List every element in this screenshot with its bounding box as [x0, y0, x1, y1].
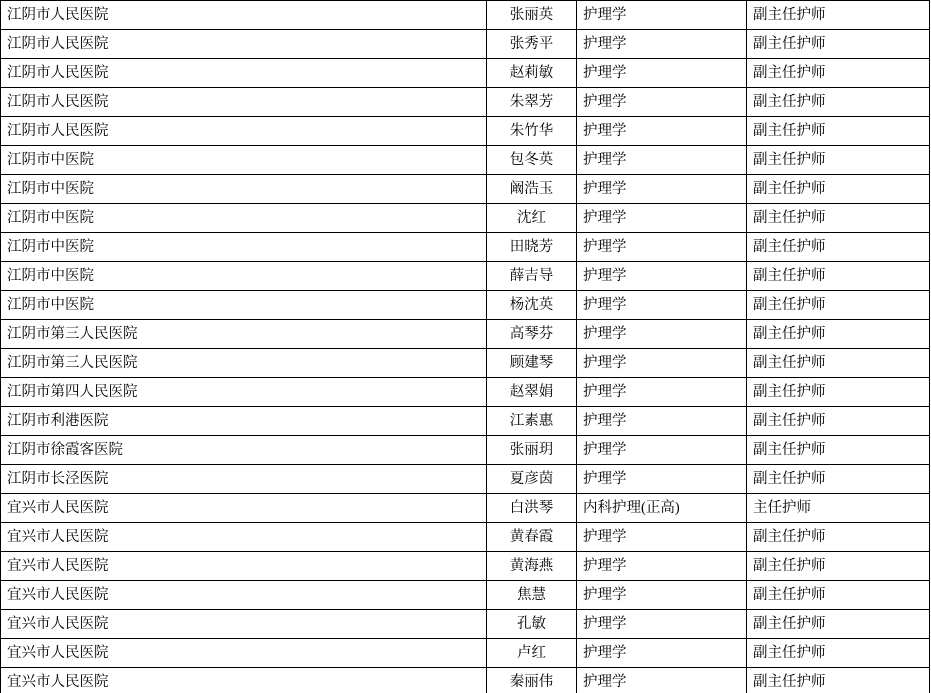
cell-major: 护理学 [577, 175, 747, 204]
cell-hospital: 宜兴市人民医院 [1, 552, 487, 581]
cell-title: 副主任护师 [747, 668, 930, 693]
cell-title: 副主任护师 [747, 88, 930, 117]
cell-name: 沈红 [487, 204, 577, 233]
cell-hospital: 江阴市中医院 [1, 291, 487, 320]
cell-major: 护理学 [577, 233, 747, 262]
cell-major: 护理学 [577, 291, 747, 320]
cell-major: 护理学 [577, 523, 747, 552]
cell-major: 护理学 [577, 262, 747, 291]
cell-major: 护理学 [577, 407, 747, 436]
cell-title: 副主任护师 [747, 1, 930, 30]
cell-title: 副主任护师 [747, 639, 930, 668]
table-row [1, 88, 930, 117]
cell-title: 副主任护师 [747, 146, 930, 175]
table-row [1, 407, 930, 436]
table-row [1, 581, 930, 610]
cell-title: 副主任护师 [747, 378, 930, 407]
cell-hospital: 宜兴市人民医院 [1, 523, 487, 552]
cell-hospital: 江阴市人民医院 [1, 117, 487, 146]
cell-major: 护理学 [577, 204, 747, 233]
cell-title: 副主任护师 [747, 523, 930, 552]
cell-title: 副主任护师 [747, 320, 930, 349]
cell-major: 护理学 [577, 30, 747, 59]
cell-name: 卢红 [487, 639, 577, 668]
table-row [1, 262, 930, 291]
table-row [1, 668, 930, 693]
table-row [1, 349, 930, 378]
cell-hospital: 宜兴市人民医院 [1, 668, 487, 693]
cell-major: 护理学 [577, 552, 747, 581]
cell-major: 内科护理(正高) [577, 494, 747, 523]
cell-name: 夏彦茵 [487, 465, 577, 494]
cell-major: 护理学 [577, 349, 747, 378]
table-row [1, 523, 930, 552]
cell-hospital: 江阴市人民医院 [1, 1, 487, 30]
roster-table-body [1, 1, 930, 693]
cell-major: 护理学 [577, 581, 747, 610]
cell-title: 副主任护师 [747, 436, 930, 465]
cell-name: 白洪琴 [487, 494, 577, 523]
cell-major: 护理学 [577, 465, 747, 494]
cell-hospital: 江阴市第四人民医院 [1, 378, 487, 407]
cell-name: 焦慧 [487, 581, 577, 610]
cell-title: 副主任护师 [747, 407, 930, 436]
table-row [1, 494, 930, 523]
cell-name: 张丽玥 [487, 436, 577, 465]
cell-hospital: 江阴市第三人民医院 [1, 349, 487, 378]
cell-hospital: 宜兴市人民医院 [1, 494, 487, 523]
cell-title: 副主任护师 [747, 465, 930, 494]
cell-major: 护理学 [577, 639, 747, 668]
cell-name: 薛吉导 [487, 262, 577, 291]
cell-title: 副主任护师 [747, 610, 930, 639]
table-row [1, 1, 930, 30]
cell-hospital: 江阴市利港医院 [1, 407, 487, 436]
cell-hospital: 江阴市徐霞客医院 [1, 436, 487, 465]
cell-hospital: 江阴市人民医院 [1, 30, 487, 59]
table-row [1, 30, 930, 59]
cell-name: 张丽英 [487, 1, 577, 30]
cell-major: 护理学 [577, 88, 747, 117]
cell-major: 护理学 [577, 320, 747, 349]
table-row [1, 291, 930, 320]
cell-hospital: 江阴市中医院 [1, 175, 487, 204]
cell-name: 黄春霞 [487, 523, 577, 552]
cell-major: 护理学 [577, 610, 747, 639]
cell-name: 朱竹华 [487, 117, 577, 146]
cell-name: 顾建琴 [487, 349, 577, 378]
cell-hospital: 江阴市中医院 [1, 262, 487, 291]
table-row [1, 320, 930, 349]
cell-hospital: 宜兴市人民医院 [1, 610, 487, 639]
cell-title: 副主任护师 [747, 204, 930, 233]
table-row [1, 146, 930, 175]
cell-title: 副主任护师 [747, 552, 930, 581]
cell-hospital: 江阴市人民医院 [1, 59, 487, 88]
cell-hospital: 江阴市中医院 [1, 204, 487, 233]
cell-title: 副主任护师 [747, 30, 930, 59]
cell-major: 护理学 [577, 1, 747, 30]
table-row [1, 436, 930, 465]
table-row [1, 117, 930, 146]
cell-name: 赵翠娟 [487, 378, 577, 407]
cell-name: 高琴芬 [487, 320, 577, 349]
cell-major: 护理学 [577, 378, 747, 407]
cell-title: 主任护师 [747, 494, 930, 523]
cell-title: 副主任护师 [747, 262, 930, 291]
table-row [1, 175, 930, 204]
cell-hospital: 江阴市人民医院 [1, 88, 487, 117]
table-row [1, 610, 930, 639]
cell-major: 护理学 [577, 117, 747, 146]
cell-name: 朱翠芳 [487, 88, 577, 117]
table-row [1, 204, 930, 233]
table-row [1, 378, 930, 407]
cell-hospital: 宜兴市人民医院 [1, 581, 487, 610]
cell-title: 副主任护师 [747, 291, 930, 320]
cell-title: 副主任护师 [747, 59, 930, 88]
cell-title: 副主任护师 [747, 349, 930, 378]
table-row [1, 552, 930, 581]
cell-name: 赵莉敏 [487, 59, 577, 88]
cell-name: 江素惠 [487, 407, 577, 436]
cell-name: 黄海燕 [487, 552, 577, 581]
table-row [1, 639, 930, 668]
cell-name: 张秀平 [487, 30, 577, 59]
cell-name: 阚浩玉 [487, 175, 577, 204]
table-row [1, 233, 930, 262]
cell-name: 杨沈英 [487, 291, 577, 320]
cell-title: 副主任护师 [747, 233, 930, 262]
cell-major: 护理学 [577, 59, 747, 88]
cell-hospital: 江阴市中医院 [1, 233, 487, 262]
cell-hospital: 江阴市长泾医院 [1, 465, 487, 494]
cell-hospital: 江阴市第三人民医院 [1, 320, 487, 349]
cell-title: 副主任护师 [747, 175, 930, 204]
cell-major: 护理学 [577, 436, 747, 465]
table-row [1, 59, 930, 88]
cell-name: 孔敏 [487, 610, 577, 639]
cell-major: 护理学 [577, 146, 747, 175]
table-row [1, 465, 930, 494]
cell-title: 副主任护师 [747, 581, 930, 610]
cell-hospital: 宜兴市人民医院 [1, 639, 487, 668]
cell-major: 护理学 [577, 668, 747, 693]
cell-name: 田晓芳 [487, 233, 577, 262]
cell-name: 包冬英 [487, 146, 577, 175]
cell-name: 秦丽伟 [487, 668, 577, 693]
cell-hospital: 江阴市中医院 [1, 146, 487, 175]
cell-title: 副主任护师 [747, 117, 930, 146]
